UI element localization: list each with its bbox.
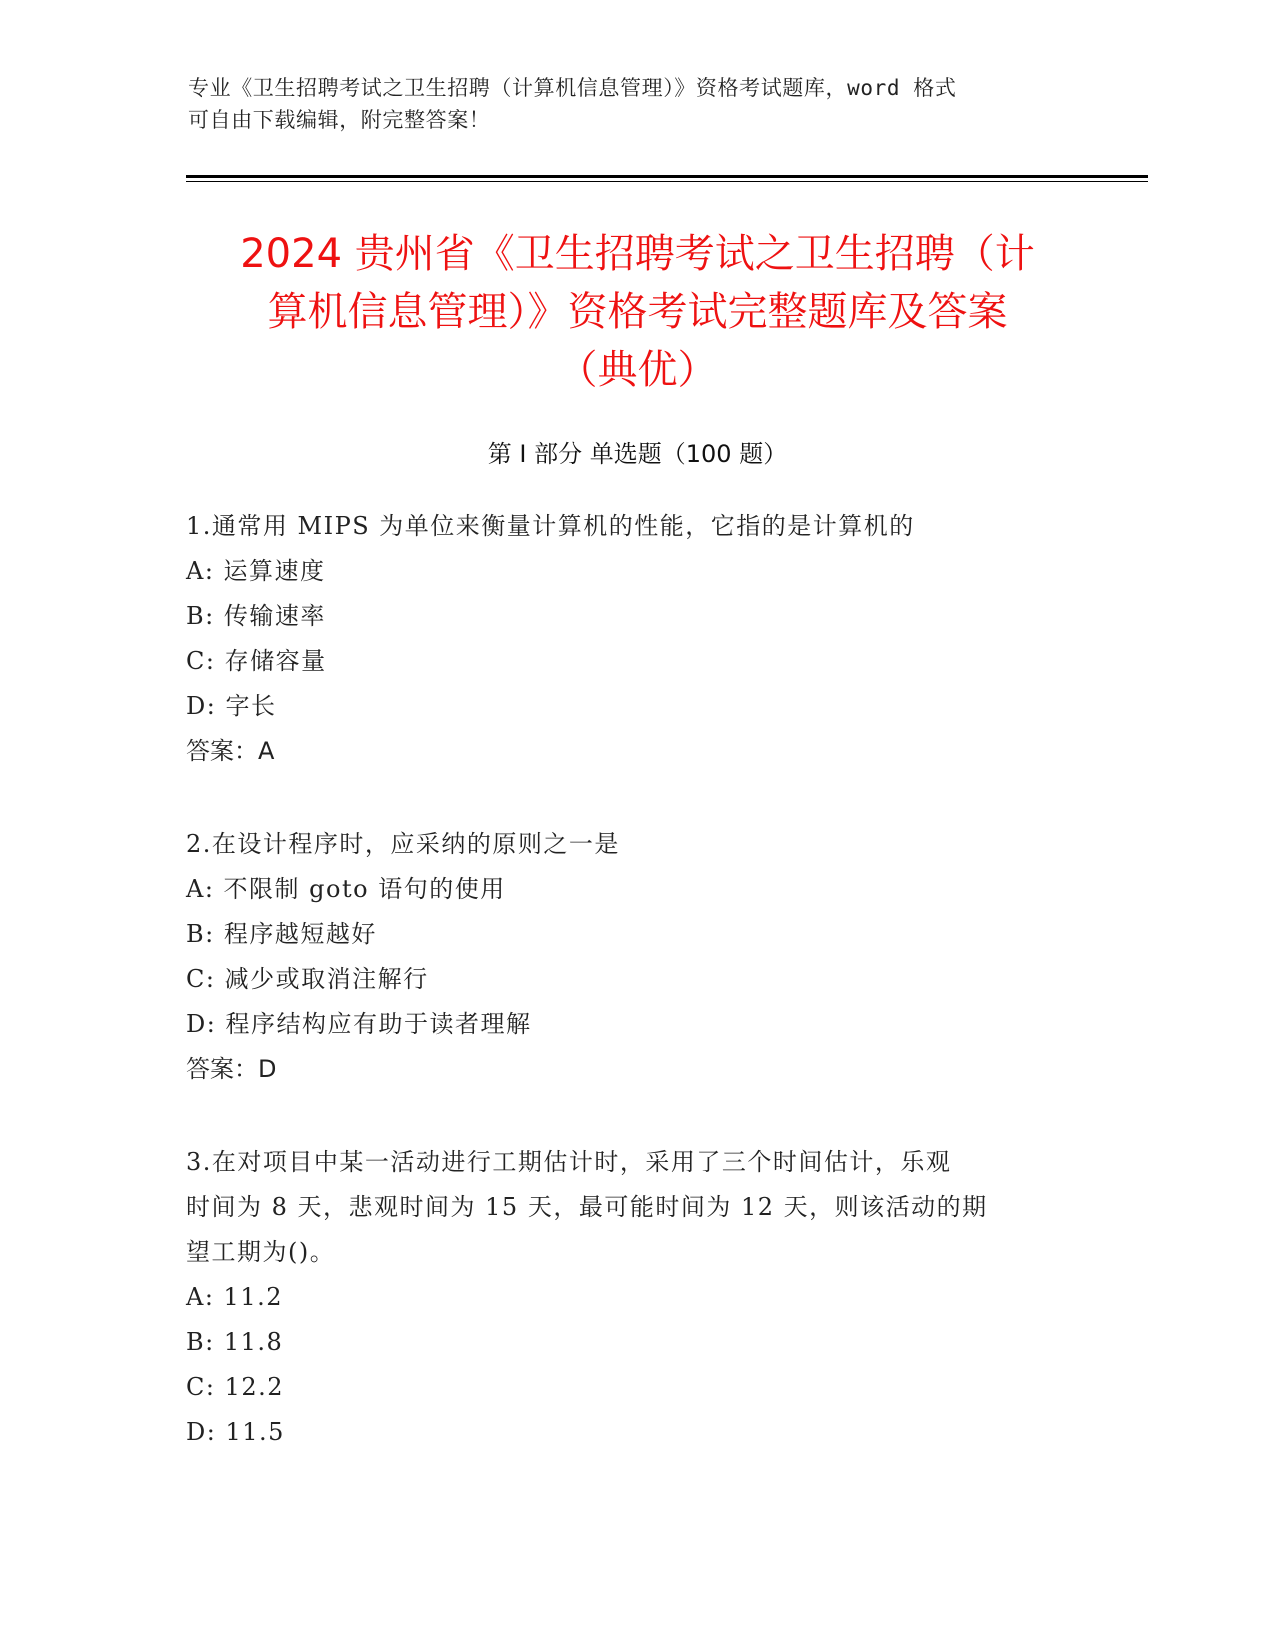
option-b: B: 11.8: [186, 1328, 284, 1356]
question-stem-line-3: 望工期为()。: [186, 1238, 336, 1266]
header-line-2: 可自由下载编辑，附完整答案！: [188, 108, 491, 132]
option-a: A: 11.2: [186, 1283, 283, 1311]
option-c: C: 存储容量: [186, 647, 327, 675]
option-d: D: 程序结构应有助于读者理解: [186, 1010, 532, 1038]
option-d: D: 字长: [186, 692, 277, 720]
option-b: B: 传输速率: [186, 602, 326, 630]
title-line-3: （典优）: [557, 347, 718, 393]
answer: 答案：D: [186, 1055, 277, 1083]
document-title: [160, 225, 1115, 399]
section-heading: 第 I 部分 单选题（100 题）: [487, 440, 788, 468]
question-1: [186, 504, 1066, 774]
header-divider-thin: [186, 181, 1148, 182]
option-a: A: 不限制 goto 语句的使用: [186, 875, 506, 903]
question-3: [186, 1140, 1066, 1455]
question-stem: 2.在设计程序时，应采纳的原则之一是: [186, 830, 620, 858]
question-stem-line-1: 3.在对项目中某一活动进行工期估计时，采用了三个时间估计，乐观: [186, 1148, 952, 1176]
answer: 答案：A: [186, 737, 275, 765]
option-c: C: 减少或取消注解行: [186, 965, 429, 993]
question-stem: 1.通常用 MIPS 为单位来衡量计算机的性能，它指的是计算机的: [186, 512, 915, 540]
title-line-1: 2024 贵州省《卫生招聘考试之卫生招聘（计: [240, 231, 1035, 277]
document-header-note: [188, 72, 1068, 136]
question-stem-line-2: 时间为 8 天，悲观时间为 15 天，最可能时间为 12 天，则该活动的期: [186, 1193, 988, 1221]
option-c: C: 12.2: [186, 1373, 285, 1401]
option-d: D: 11.5: [186, 1418, 285, 1446]
title-line-2: 算机信息管理）》资格考试完整题库及答案: [267, 289, 1008, 335]
header-divider-thick: [186, 175, 1148, 178]
question-2: [186, 822, 1066, 1092]
option-a: A: 运算速度: [186, 557, 326, 585]
option-b: B: 程序越短越好: [186, 920, 377, 948]
header-line-1: 专业《卫生招聘考试之卫生招聘（计算机信息管理）》资格考试题库，word 格式: [188, 76, 957, 100]
